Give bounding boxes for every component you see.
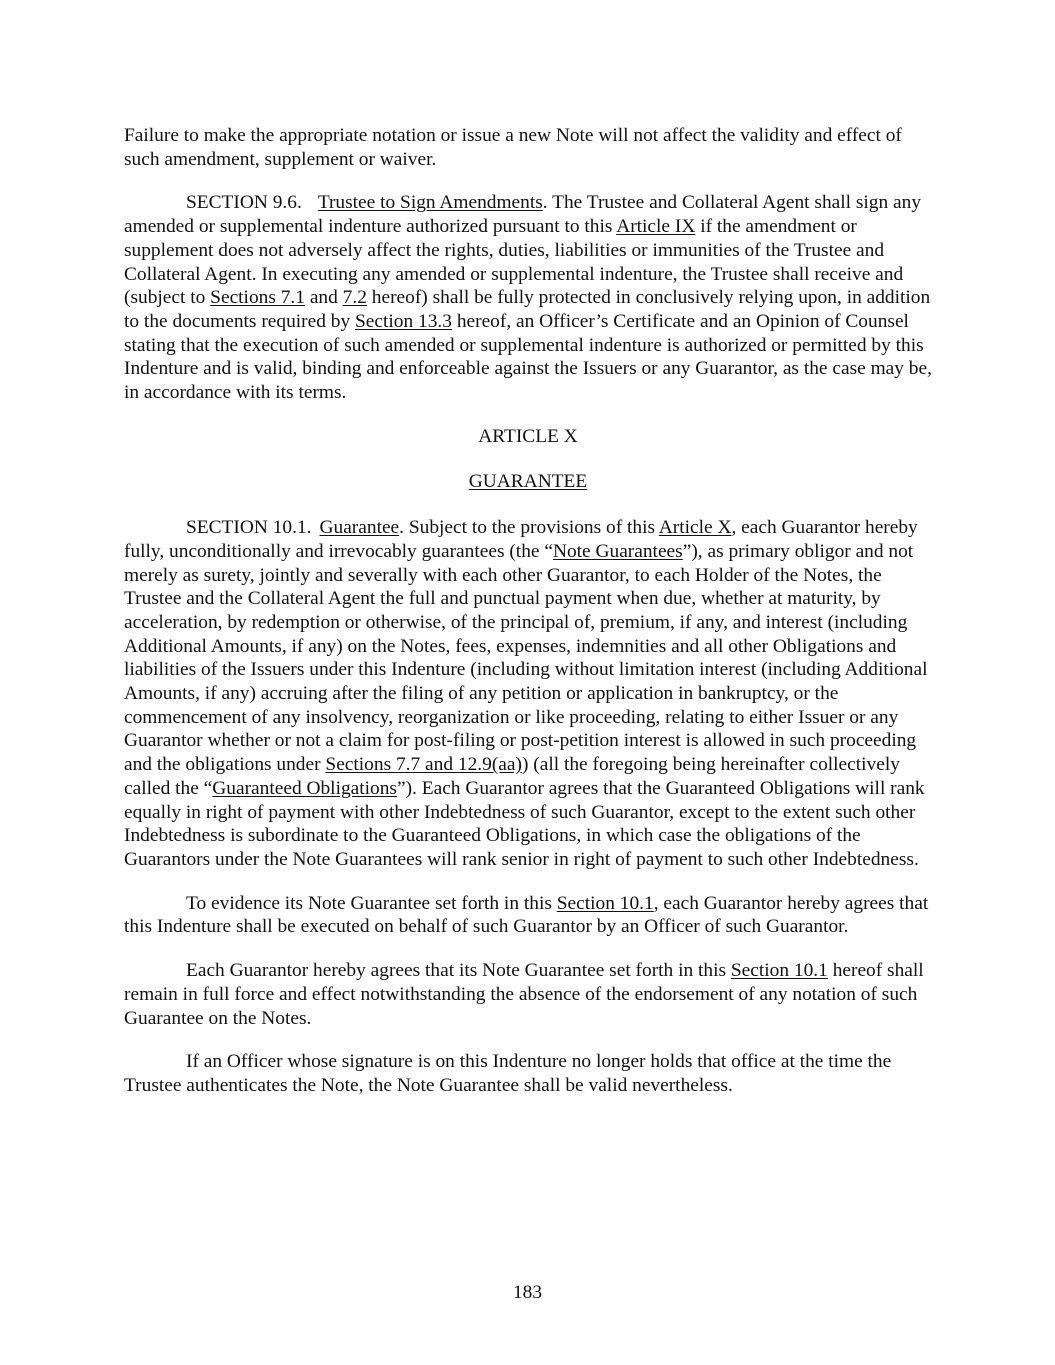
- text-run: To evidence its Note Guarantee set forth in this: [186, 892, 557, 914]
- cross-reference-sections-7-1: Sections 7.1: [210, 287, 305, 309]
- cross-reference-7-2: 7.2: [342, 287, 367, 309]
- paragraph-full-force: [124, 959, 932, 1030]
- cross-reference-sections-7-7-12-9: Sections 7.7 and 12.9(aa): [325, 754, 522, 776]
- section-number: SECTION 9.6.: [186, 192, 302, 214]
- section-9-6-paragraph: [124, 191, 932, 404]
- text-run: hereof, an Officer’s Certificate and an Opinion of Counsel stating that the execution of such amended or supplemental indenture is authorized or permitted by this Indenture and is valid, binding and enforceable against the Issuers or any Guarantor, as the case may be, in accordance with its terms.: [124, 310, 932, 404]
- text-run: , each Guarantor hereby fully, unconditionally and irrevocably guarantees (the “: [124, 517, 918, 562]
- text-run: . The Trustee and Collateral Agent shall sign any amended or supplemental indenture authorized pursuant to this: [124, 192, 922, 238]
- section-number: SECTION 10.1.: [186, 517, 312, 539]
- article-title-text: GUARANTEE: [468, 471, 588, 493]
- defined-term-guaranteed-obligations: Guaranteed Obligations: [212, 777, 397, 799]
- section-title: Guarantee: [319, 517, 400, 539]
- text-run: , each Guarantor hereby agrees that this Indenture shall be executed on behalf of such Guarantor by an Officer of such Guarantor.: [124, 892, 929, 938]
- text-run: hereof shall remain in full force and effect notwithstanding the absence of the endorsement of any notation of such Guarantee on the Notes.: [124, 960, 924, 1029]
- paragraph-evidence: [124, 892, 932, 939]
- text-run: if the amendment or supplement does not adversely affect the rights, duties, liabilities or immunities of the Trustee and Collateral Agent. In executing any amended or supplemental indenture, the Trustee shall receive and (subject to: [124, 216, 904, 309]
- text-run: hereof) shall be fully protected in conclusively relying upon, in addition to the documents required by: [124, 287, 931, 332]
- cross-reference-section-10-1: Section 10.1: [730, 960, 828, 982]
- section-10-1-paragraph: [124, 516, 932, 872]
- text-run: ”). Each Guarantor agrees that the Guaranteed Obligations will rank equally in right of payment with other Indebtedness of such Guarantor, except to the extent such other Indebtedness is subordinate to the Guaranteed Obligations, in which case the obligations of the Guarantors under the Note Guarantees will rank senior in right of payment to such other Indebtedness.: [124, 777, 925, 870]
- document-page: [124, 124, 932, 1118]
- article-title: [124, 470, 932, 494]
- section-title: Trustee to Sign Amendments: [317, 192, 543, 214]
- article-heading: ARTICLE X: [478, 425, 578, 447]
- text-run: ”), as primary obligor and not merely as surety, jointly and severally with each other Guarantor, to each Holder of the Notes, the Trustee and the Collateral Agent the full and punctual payment when due, whether at maturity, by acceleration, by redemption or otherwise, of the principal of, premium, if any, and interest (including Additional Amounts, if any) on the Notes, fees, expenses, indemnities and all other Obligations and liabilities of the Issuers under this Indenture (including without limitation interest (including Additional Amounts, if any) accruing after the filing of any petition or application in bankruptcy, or the commencement of any insolvency, reorganization or like proceeding, relating to either Issuer or any Guarantor whether or not a claim for post-filing or post-petition interest is allowed in such proceeding and the obligations under: [124, 540, 928, 776]
- text-run: Each Guarantor hereby agrees that its Note Guarantee set forth in this: [186, 960, 731, 982]
- page-number: 183: [512, 1282, 543, 1303]
- paragraph-failure-notation: Failure to make the appropriate notation or issue a new Note will not affect the validity and effect of such amendment, supplement or waiver.: [124, 125, 902, 170]
- cross-reference-section-10-1: Section 10.1: [556, 892, 654, 914]
- cross-reference-article-ix: Article IX: [616, 216, 696, 238]
- cross-reference-article-x: Article X: [658, 517, 732, 539]
- text-run: and: [304, 287, 343, 309]
- paragraph-officer-signature: If an Officer whose signature is on this Indenture no longer holds that office at the time the Trustee authenticates the Note, the Note Guarantee shall be valid nevertheless.: [124, 1051, 892, 1096]
- cross-reference-section-13-3: Section 13.3: [355, 310, 452, 332]
- text-run: . Subject to the provisions of this: [399, 517, 659, 539]
- defined-term-note-guarantees: Note Guarantees: [552, 540, 683, 562]
- text-run: ) (all the foregoing being hereinafter collectively called the “: [124, 754, 900, 799]
